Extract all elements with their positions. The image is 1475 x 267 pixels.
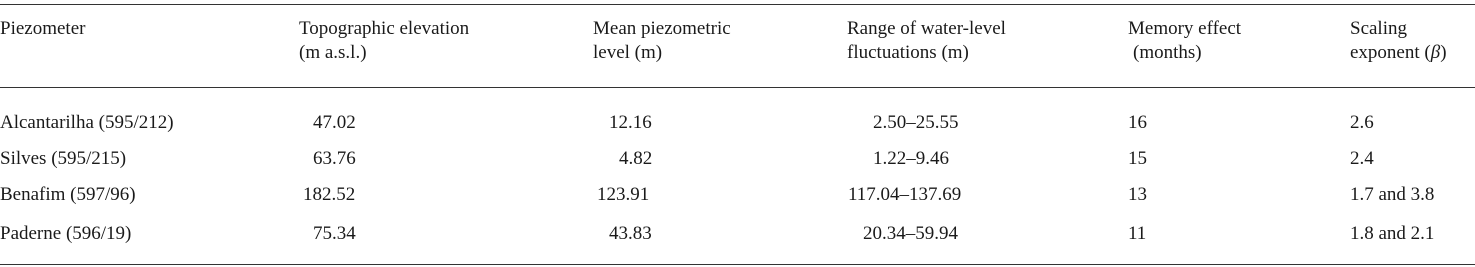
cell-scaling: 1.8 and 2.1: [1350, 223, 1435, 244]
cell-elevation: 75.34: [313, 223, 356, 244]
header-scaling-exponent: Scaling exponent (β): [1350, 18, 1447, 63]
header-mean-piezometric-level: Mean piezometric level (m): [593, 18, 731, 63]
cell-piezometer: Benafim (597/96): [0, 184, 136, 205]
cell-elevation: 63.76: [313, 148, 356, 169]
cell-scaling: 2.4: [1350, 148, 1374, 169]
cell-memory: 11: [1128, 223, 1147, 244]
cell-elevation: 182.52: [303, 184, 356, 205]
cell-piezometer: Paderne (596/19): [0, 223, 132, 244]
table-row: [0, 220, 1475, 250]
cell-mean-level: 43.83: [609, 223, 652, 244]
cell-mean-level: 123.91: [597, 184, 650, 205]
cell-memory: 15: [1128, 148, 1147, 169]
cell-range: 20.34–59.94: [863, 223, 958, 244]
cell-elevation: 47.02: [313, 112, 356, 133]
header-rule: [0, 87, 1475, 88]
table-row: [0, 109, 1475, 139]
table-row: [0, 145, 1475, 175]
cell-piezometer: Alcantarilha (595/212): [0, 112, 174, 133]
cell-scaling: 1.7 and 3.8: [1350, 184, 1435, 205]
header-topographic-elevation: Topographic elevation (m a.s.l.): [299, 18, 470, 63]
cell-mean-level: 4.82: [619, 148, 653, 169]
header-memory-effect: Memory effect (months): [1128, 18, 1242, 63]
cell-scaling: 2.6: [1350, 112, 1374, 133]
top-rule: [0, 4, 1475, 5]
cell-memory: 16: [1128, 112, 1147, 133]
cell-memory: 13: [1128, 184, 1147, 205]
cell-range: 2.50–25.55: [873, 112, 959, 133]
cell-piezometer: Silves (595/215): [0, 148, 127, 169]
table-row: [0, 181, 1475, 211]
cell-mean-level: 12.16: [609, 112, 652, 133]
cell-range: 1.22–9.46: [873, 148, 949, 169]
header-piezometer: Piezometer: [0, 18, 86, 39]
bottom-rule: [0, 264, 1475, 265]
header-range-fluctuations: Range of water-level fluctuations (m): [847, 18, 1006, 63]
cell-range: 117.04–137.69: [848, 184, 962, 205]
